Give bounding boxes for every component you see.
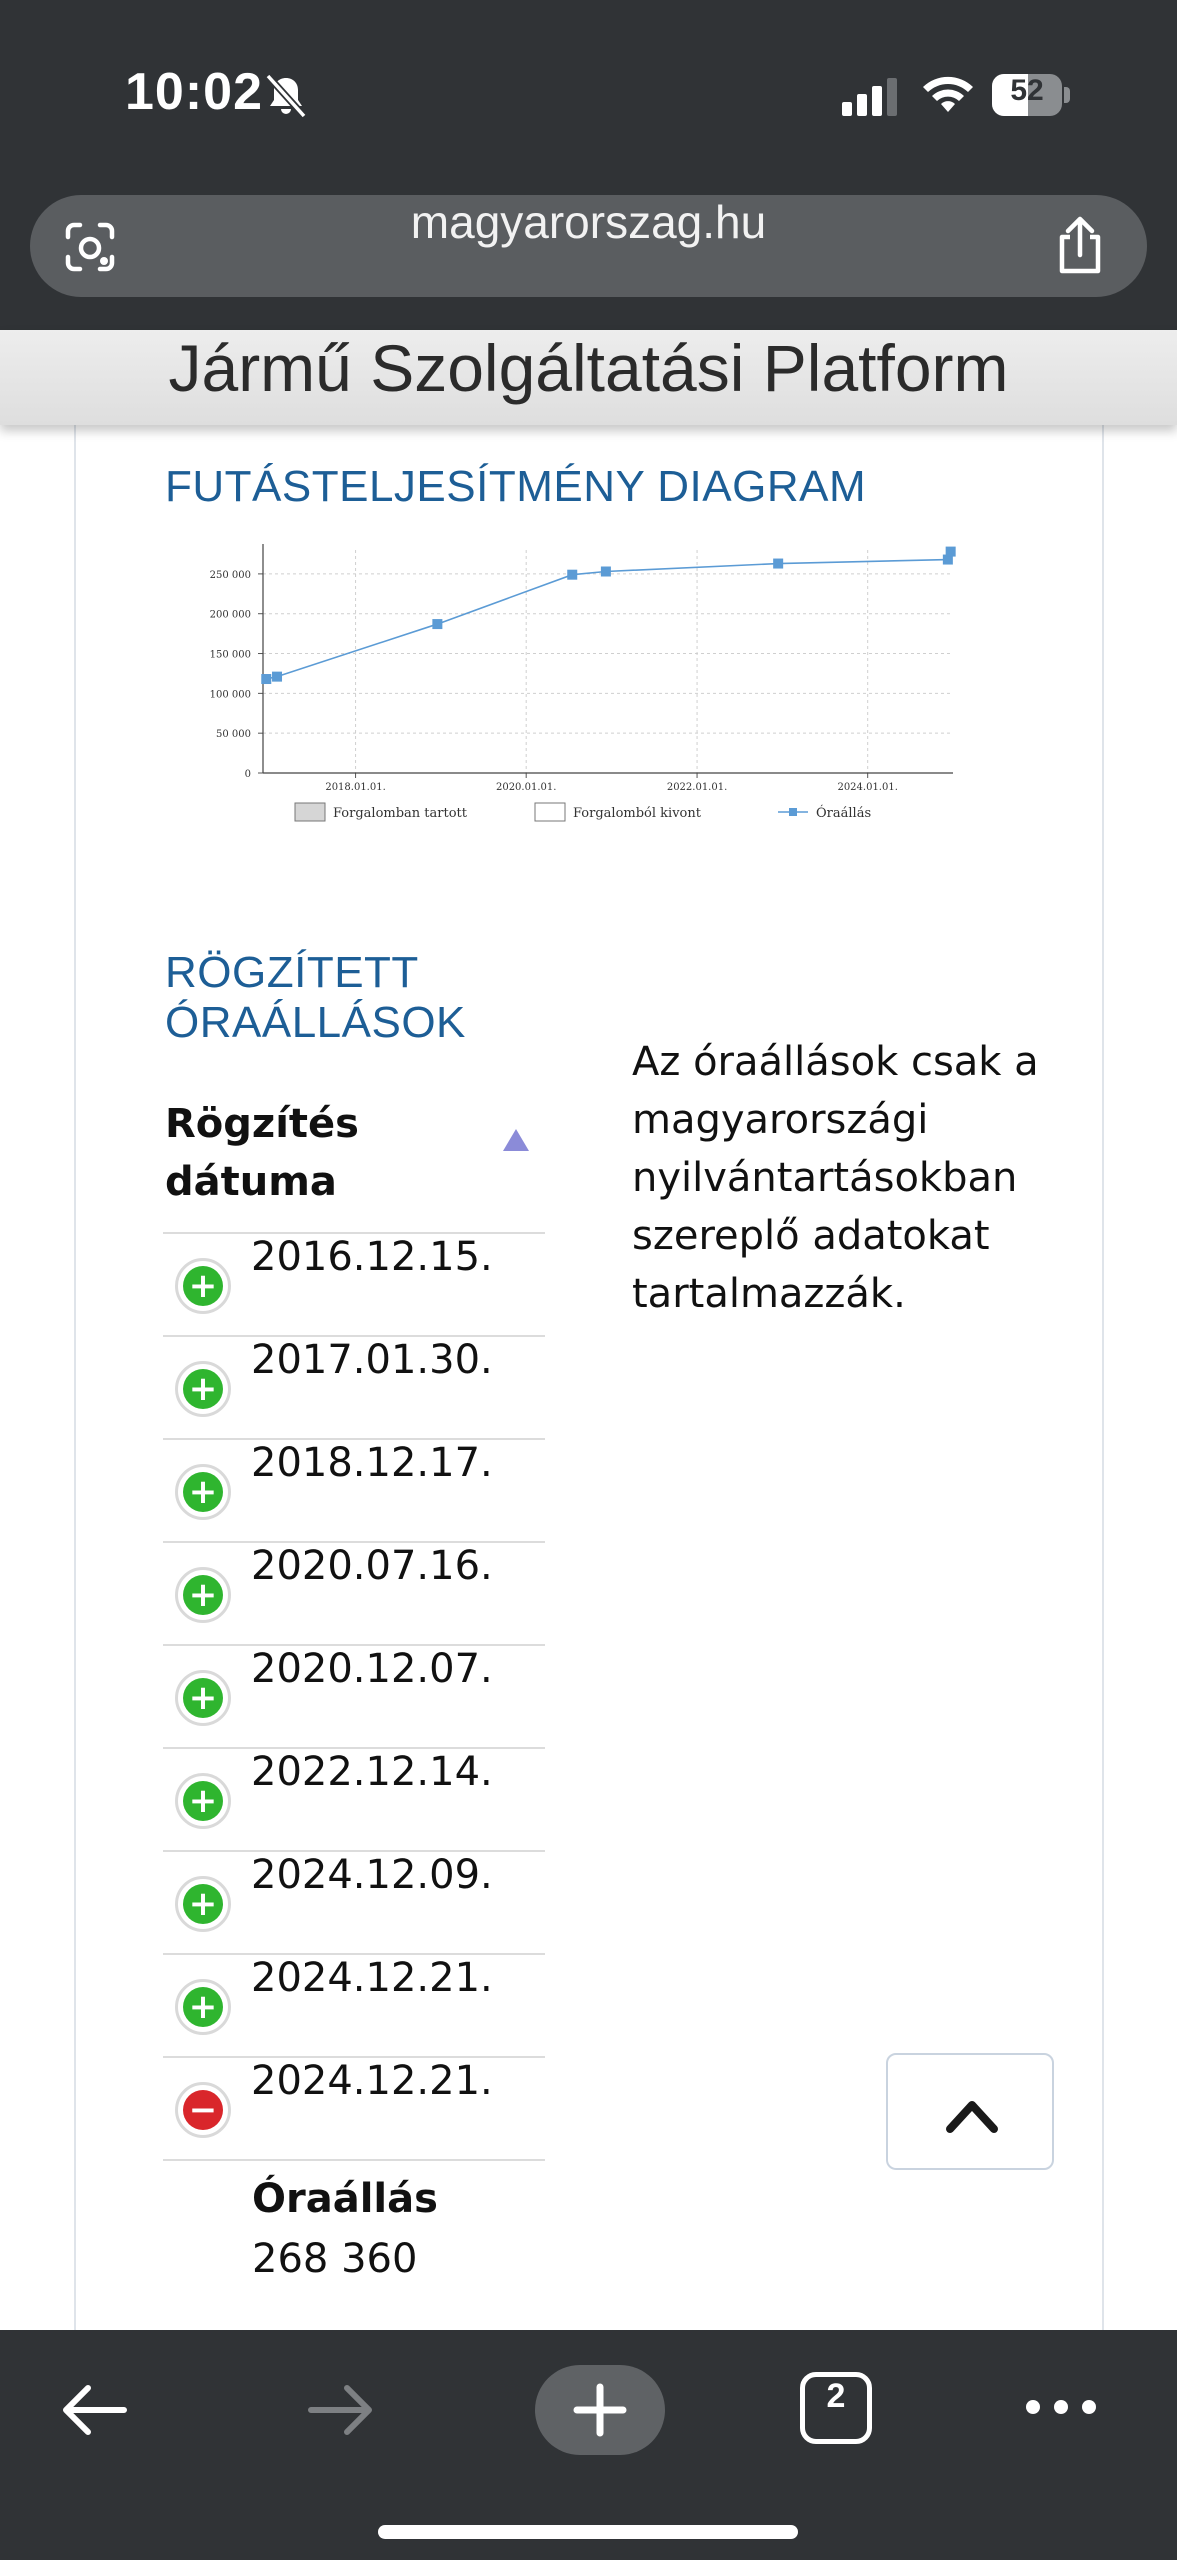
column-header-date[interactable]: Rögzítés dátuma — [165, 1101, 359, 1205]
data-point — [261, 674, 271, 684]
sort-ascending-icon[interactable] — [502, 1128, 530, 1152]
row-date: 2016.12.15. — [251, 1234, 493, 1280]
expand-row-icon[interactable]: + — [175, 1979, 231, 2035]
row-date: 2017.01.30. — [251, 1337, 493, 1383]
legend-label: Óraállás — [816, 806, 872, 821]
row-date: 2024.12.21. — [251, 2058, 493, 2104]
table-row[interactable] — [163, 1747, 545, 1850]
back-arrow-icon[interactable] — [58, 2380, 130, 2440]
legend-label: Forgalomban tartott — [333, 806, 467, 821]
expand-row-icon[interactable]: + — [175, 1876, 231, 1932]
wifi-icon — [920, 72, 976, 116]
browser-toolbar — [0, 2330, 1177, 2560]
table-row[interactable] — [163, 1953, 545, 2056]
share-icon[interactable] — [1050, 215, 1110, 277]
readings-note: Az óraállások csak a magyarországi nyilvántartásokban szereplő adatokat tartalmazzák. — [632, 1039, 1039, 1317]
chart-grid — [263, 550, 953, 773]
battery-indicator — [992, 74, 1070, 116]
row-date: 2024.12.21. — [251, 1955, 493, 2001]
row-date: 2018.12.17. — [251, 1440, 493, 1486]
url-text[interactable]: magyarorszag.hu — [410, 196, 767, 248]
address-bar[interactable] — [30, 195, 1147, 297]
y-tick-label: 250 000 — [209, 569, 251, 581]
expand-row-icon[interactable]: + — [175, 1464, 231, 1520]
status-bar — [0, 0, 1177, 190]
row-date: 2020.07.16. — [251, 1543, 493, 1589]
plus-icon — [535, 2365, 665, 2455]
chart-section-title: FUTÁSTELJESÍTMÉNY DIAGRAM — [165, 462, 867, 511]
data-point — [946, 547, 956, 557]
x-tick-label: 2024.01.01. — [837, 782, 898, 793]
table-row[interactable] — [163, 1644, 545, 1747]
detail-value: 268 360 — [252, 2236, 418, 2282]
bell-muted-icon — [262, 72, 310, 120]
y-tick-label: 200 000 — [209, 609, 251, 621]
new-tab-button[interactable] — [535, 2365, 665, 2455]
row-date: 2020.12.07. — [251, 1646, 493, 1692]
data-point — [567, 570, 577, 580]
expand-row-icon[interactable]: + — [175, 1773, 231, 1829]
back-to-top-button[interactable] — [886, 2053, 1054, 2170]
legend-swatch — [295, 803, 325, 821]
site-header — [0, 330, 1177, 425]
legend-label: Forgalomból kivont — [573, 806, 701, 821]
status-time: 10:02 — [125, 63, 263, 121]
readings-table — [163, 1232, 545, 2161]
data-point — [272, 672, 282, 682]
table-row[interactable] — [163, 2056, 545, 2159]
expand-row-icon[interactable]: + — [175, 1670, 231, 1726]
legend-swatch — [535, 803, 565, 821]
y-tick-label: 150 000 — [209, 649, 251, 661]
cellular-signal-icon — [842, 78, 902, 118]
chevron-up-icon — [942, 2089, 1002, 2139]
more-options-icon[interactable] — [1025, 2392, 1097, 2422]
detail-label: Óraállás — [252, 2176, 438, 2222]
collapse-row-icon[interactable]: − — [175, 2082, 231, 2138]
readings-section-title: RÖGZÍTETT ÓRAÁLLÁSOK — [165, 948, 466, 1047]
chart-series — [261, 547, 955, 684]
table-row[interactable] — [163, 1232, 545, 1335]
data-point — [773, 559, 783, 569]
tabs-button[interactable]: 2 — [800, 2372, 872, 2444]
legend-swatch-marker — [789, 808, 797, 816]
data-point — [601, 567, 611, 577]
table-row[interactable] — [163, 1850, 545, 1953]
forward-arrow-icon[interactable] — [305, 2380, 377, 2440]
row-date: 2024.12.09. — [251, 1852, 493, 1898]
home-indicator — [378, 2525, 798, 2539]
x-tick-label: 2020.01.01. — [495, 782, 557, 793]
row-date: 2022.12.14. — [251, 1749, 493, 1795]
expand-row-icon[interactable]: + — [175, 1567, 231, 1623]
y-tick-label: 50 000 — [216, 729, 251, 741]
chart-legend — [295, 803, 871, 821]
table-row[interactable] — [163, 1541, 545, 1644]
mileage-chart — [170, 535, 1020, 835]
chart-axes — [210, 544, 953, 793]
battery-percent: 52 — [1010, 74, 1044, 107]
table-row[interactable] — [163, 1335, 545, 1438]
page-title: Jármű Szolgáltatási Platform — [168, 331, 1009, 405]
expand-row-icon[interactable]: + — [175, 1258, 231, 1314]
data-point — [432, 619, 442, 629]
expand-row-icon[interactable]: + — [175, 1361, 231, 1417]
x-tick-label: 2022.01.01. — [666, 782, 728, 793]
x-tick-label: 2018.01.01. — [325, 782, 386, 793]
y-tick-label: 0 — [244, 769, 251, 780]
y-tick-label: 100 000 — [209, 689, 251, 701]
table-row[interactable] — [163, 1438, 545, 1541]
